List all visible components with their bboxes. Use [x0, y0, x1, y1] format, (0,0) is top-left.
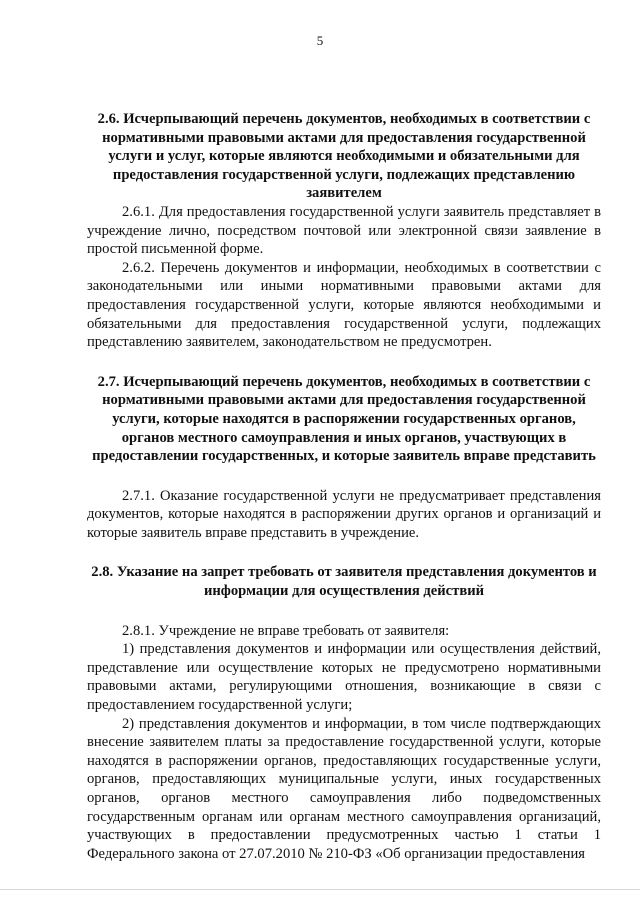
section-2-6	[87, 110, 601, 352]
paragraph: 2.8.1. Учреждение не вправе требовать от заявителя:	[122, 622, 450, 639]
spacer	[87, 352, 601, 373]
paragraph: 2.6.2. Перечень документов и информации, необходимых в соответствии с законодательными или иными нормативными правовыми актами для предоставления государственной услуги, которые являются необходимыми и обязательными для предоставления государственной услуги, подлежащих представлению заявителем, законодательством не предусмотрен.	[87, 259, 601, 351]
paragraph: 2.6.1. Для предоставления государственной услуги заявитель представляет в учреждение лично, посредством почтовой или электронной связи заявление в простой письменной форме.	[87, 203, 601, 258]
spacer	[87, 466, 601, 487]
paragraph: 1) представления документов и информации или осуществления действий, представление или осуществление которых не предусмотрено нормативными правовыми актами, регулирующими отношения, возникающие в связи с предоставлением государственной услуги;	[87, 641, 601, 714]
section-2-7	[87, 373, 601, 543]
page-number: 5	[316, 33, 324, 48]
spacer	[87, 601, 601, 622]
section-2-8	[87, 563, 601, 863]
spacer	[87, 542, 601, 563]
section-heading: 2.7. Исчерпывающий перечень документов, необходимых в соответствии с нормативными правовыми актами для предоставления государственной услуги, которые находятся в распоряжении государственных органов, органов местного самоуправления и иных органов, участвующих в предоставлении государственных, и которые заявитель вправе представить	[92, 373, 596, 465]
section-heading: 2.6. Исчерпывающий перечень документов, необходимых в соответствии с нормативными правовыми актами для предоставления государственной услуги и услуг, которые являются необходимыми и обязательными для предоставления государственной услуги, подлежащих представлению заявителем	[97, 111, 591, 202]
section-heading: 2.8. Указание на запрет требовать от заявителя представления документов и информации для осуществления действий	[91, 564, 597, 600]
paragraph: 2) представления документов и информации, в том числе подтверждающих внесение заявителем платы за предоставление государственной услуги, которые находятся в распоряжении органов, предоставляющих государственные услуги, органов, предоставляющих муниципальные услуги, иных государственных органов, органов местного самоуправления либо подведомственных государственным органам или органам местного самоуправления организаций, участвующих в предоставлении предусмотренных частью 1 статьи 1 Федерального закона от 27.07.2010 № 210-ФЗ «Об организации предоставления	[87, 715, 601, 862]
document-body	[87, 110, 601, 863]
page-bottom-edge	[0, 889, 640, 890]
paragraph: 2.7.1. Оказание государственной услуги не предусматривает представления документов, которые находятся в распоряжении других органов и организаций и которые заявитель вправе представить в учреждение.	[87, 487, 601, 541]
